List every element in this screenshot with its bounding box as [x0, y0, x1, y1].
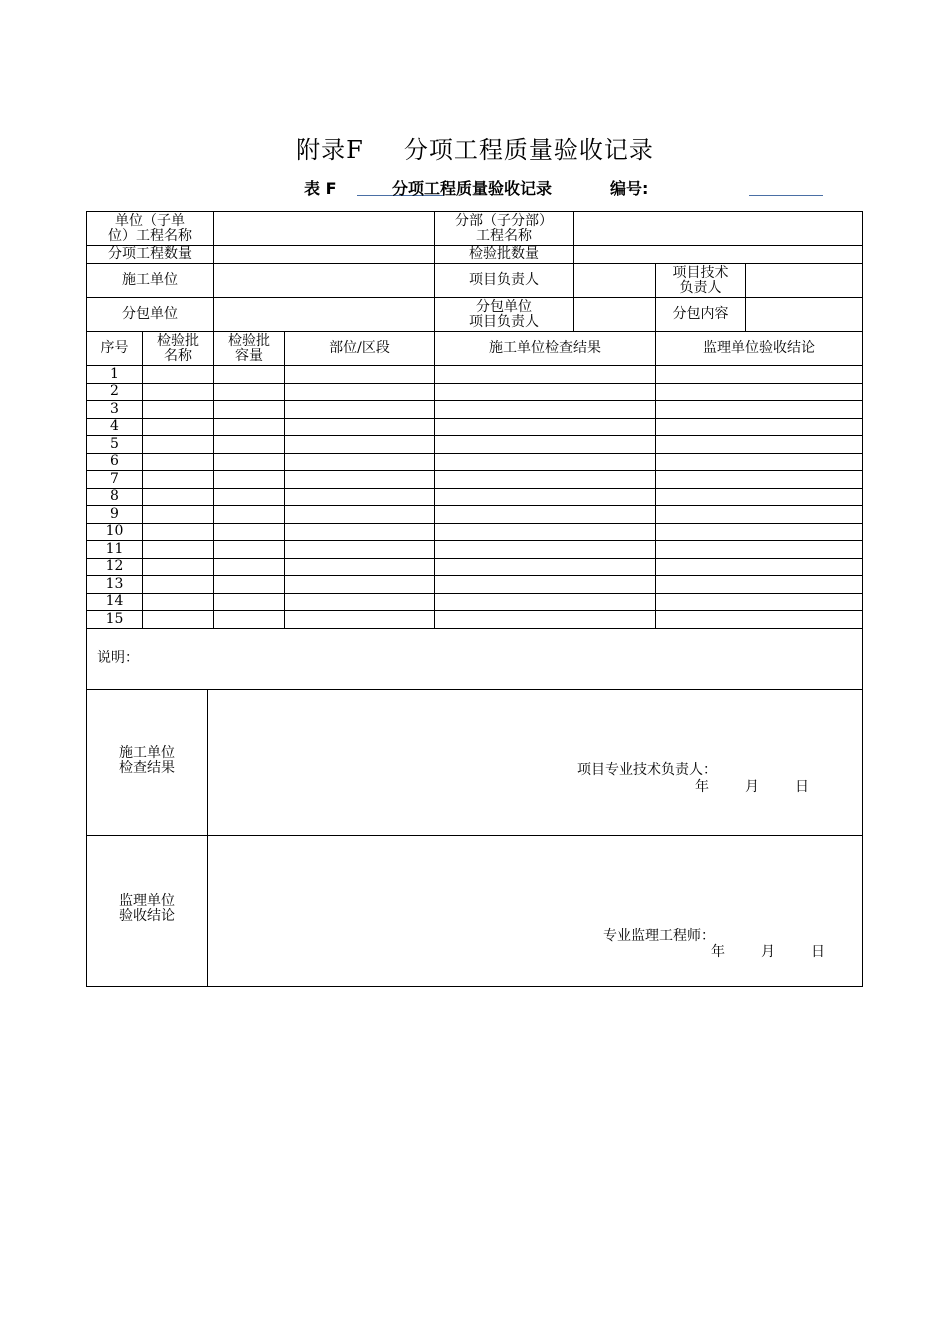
note-cell[interactable] [87, 628, 863, 689]
contractor-section [87, 689, 863, 835]
row-number: 11 [87, 541, 143, 559]
section-divider [207, 690, 208, 835]
label-line: 项目负责人 [469, 313, 539, 330]
label-line: 负责人 [679, 279, 722, 296]
row-number: 1 [87, 366, 143, 384]
form-subtitle [0, 176, 950, 198]
day-label: 日 [795, 778, 809, 795]
supervisor-date[interactable] [711, 945, 825, 960]
contractor-result-cell[interactable] [435, 506, 656, 524]
contractor-field[interactable] [214, 264, 435, 298]
col-supervisor-conclusion: 监理单位验收结论 [656, 332, 863, 366]
project-manager-label: 项目负责人 [435, 264, 574, 298]
label-line: 名称 [164, 347, 192, 364]
location-cell[interactable] [285, 366, 435, 384]
division-name-label [435, 212, 574, 246]
subcontractor-label: 分包单位 [87, 298, 214, 332]
batch-name-cell[interactable] [143, 523, 214, 541]
batch-capacity-cell[interactable] [214, 576, 285, 594]
header-row-3 [87, 264, 863, 298]
batch-name-cell[interactable] [143, 366, 214, 384]
batch-name-cell[interactable] [143, 488, 214, 506]
batch-capacity-cell[interactable] [214, 471, 285, 489]
number-field[interactable] [749, 195, 823, 196]
location-cell[interactable] [285, 488, 435, 506]
subitem-quantity-label: 分项工程数量 [87, 246, 214, 264]
location-cell[interactable] [285, 576, 435, 594]
subcontractor-field[interactable] [214, 298, 435, 332]
batch-capacity-cell[interactable] [214, 418, 285, 436]
tech-manager-label [656, 264, 746, 298]
location-cell[interactable] [285, 401, 435, 419]
column-header-row [87, 332, 863, 366]
supervisor-signer-label: 专业监理工程师： [603, 927, 715, 944]
header-row-2 [87, 246, 863, 264]
header-row-4 [87, 298, 863, 332]
supervisor-conclusion-cell[interactable] [656, 436, 863, 454]
batch-name-cell[interactable] [143, 383, 214, 401]
project-manager-field[interactable] [574, 264, 656, 298]
batch-capacity-cell[interactable] [214, 593, 285, 611]
subitem-quantity-field[interactable] [214, 246, 435, 264]
label-line: 项目技术 [672, 264, 729, 281]
supervisor-conclusion-cell[interactable] [656, 523, 863, 541]
contractor-result-cell[interactable] [435, 471, 656, 489]
batch-name-cell[interactable] [143, 436, 214, 454]
data-rows [87, 366, 863, 629]
supervisor-section-row [87, 835, 863, 986]
batch-name-cell[interactable] [143, 506, 214, 524]
location-cell[interactable] [285, 506, 435, 524]
sub-manager-field[interactable] [574, 298, 656, 332]
row-number: 9 [87, 506, 143, 524]
contractor-result-cell[interactable] [435, 436, 656, 454]
sub-content-label: 分包内容 [656, 298, 746, 332]
supervisor-conclusion-cell[interactable] [656, 506, 863, 524]
location-cell[interactable] [285, 453, 435, 471]
contractor-result-cell[interactable] [435, 401, 656, 419]
col-contractor-result: 施工单位检查结果 [435, 332, 656, 366]
row-number: 15 [87, 611, 143, 629]
batch-capacity-cell[interactable] [214, 541, 285, 559]
supervisor-conclusion-cell[interactable] [656, 593, 863, 611]
location-cell[interactable] [285, 436, 435, 454]
label-line: 检验批 [157, 332, 199, 349]
col-batch-name [143, 332, 214, 366]
label-line: 施工单位 [119, 744, 175, 761]
contractor-label: 施工单位 [87, 264, 214, 298]
contractor-result-cell[interactable] [435, 366, 656, 384]
label-line: 检验批 [228, 332, 270, 349]
note-row [87, 628, 863, 689]
row-number: 3 [87, 401, 143, 419]
contractor-signer-label: 项目专业技术负责人： [577, 761, 717, 778]
supervisor-conclusion-cell[interactable] [656, 383, 863, 401]
batch-name-cell[interactable] [143, 453, 214, 471]
batch-name-cell[interactable] [143, 471, 214, 489]
page-title [0, 130, 950, 165]
batch-capacity-cell[interactable] [214, 401, 285, 419]
batch-capacity-cell[interactable] [214, 453, 285, 471]
contractor-date[interactable] [695, 780, 809, 795]
location-cell[interactable] [285, 418, 435, 436]
contractor-result-cell[interactable] [435, 541, 656, 559]
location-cell[interactable] [285, 611, 435, 629]
location-cell[interactable] [285, 541, 435, 559]
supervisor-conclusion-cell[interactable] [656, 453, 863, 471]
location-cell[interactable] [285, 383, 435, 401]
unit-project-name-field[interactable] [214, 212, 435, 246]
label-line: 验收结论 [119, 907, 175, 924]
supervisor-conclusion-cell[interactable] [656, 558, 863, 576]
label-line: 容量 [235, 347, 263, 364]
batch-capacity-cell[interactable] [214, 506, 285, 524]
table-row [87, 418, 863, 436]
month-label: 月 [745, 778, 759, 795]
row-number: 13 [87, 576, 143, 594]
batch-name-cell[interactable] [143, 418, 214, 436]
contractor-section-row [87, 689, 863, 835]
section-divider [207, 836, 208, 986]
batch-capacity-cell[interactable] [214, 383, 285, 401]
batch-capacity-cell[interactable] [214, 558, 285, 576]
batch-name-cell[interactable] [143, 541, 214, 559]
batch-capacity-cell[interactable] [214, 488, 285, 506]
batch-name-cell[interactable] [143, 611, 214, 629]
batch-capacity-cell[interactable] [214, 611, 285, 629]
sub-manager-label [435, 298, 574, 332]
table-row [87, 576, 863, 594]
supervisor-conclusion-cell[interactable] [656, 611, 863, 629]
contractor-result-cell[interactable] [435, 576, 656, 594]
row-number: 7 [87, 471, 143, 489]
acceptance-record-table [86, 211, 863, 987]
contractor-result-cell[interactable] [435, 418, 656, 436]
form-name-label: 分项工程质量验收记录 [392, 179, 553, 198]
location-cell[interactable] [285, 523, 435, 541]
table-row [87, 383, 863, 401]
batch-capacity-cell[interactable] [214, 366, 285, 384]
record-title: 分项工程质量验收记录 [403, 136, 654, 164]
contractor-result-cell[interactable] [435, 523, 656, 541]
batch-capacity-cell[interactable] [214, 523, 285, 541]
header-row-1 [87, 212, 863, 246]
supervisor-section [87, 835, 863, 986]
contractor-result-cell[interactable] [435, 593, 656, 611]
contractor-result-cell[interactable] [435, 488, 656, 506]
label-line: 监理单位 [119, 892, 175, 909]
location-cell[interactable] [285, 593, 435, 611]
unit-project-name-label [87, 212, 214, 246]
col-location: 部位/区段 [285, 332, 435, 366]
supervisor-conclusion-cell[interactable] [656, 471, 863, 489]
row-number: 2 [87, 383, 143, 401]
row-number: 5 [87, 436, 143, 454]
contractor-result-cell[interactable] [435, 383, 656, 401]
table-row [87, 401, 863, 419]
division-name-field[interactable] [574, 212, 863, 246]
location-cell[interactable] [285, 558, 435, 576]
table-row [87, 488, 863, 506]
number-label: 编号: [610, 179, 649, 198]
supervisor-conclusion-cell[interactable] [656, 541, 863, 559]
table-row [87, 366, 863, 384]
batch-name-cell[interactable] [143, 401, 214, 419]
label-line: 工程名称 [476, 227, 532, 244]
table-row [87, 471, 863, 489]
col-seq: 序号 [87, 332, 143, 366]
batch-quantity-label: 检验批数量 [435, 246, 574, 264]
row-number: 12 [87, 558, 143, 576]
table-row [87, 611, 863, 629]
tech-manager-field[interactable] [746, 264, 863, 298]
row-number: 8 [87, 488, 143, 506]
contractor-result-cell[interactable] [435, 453, 656, 471]
table-row [87, 558, 863, 576]
supervisor-conclusion-cell[interactable] [656, 366, 863, 384]
batch-name-cell[interactable] [143, 593, 214, 611]
row-number: 6 [87, 453, 143, 471]
contractor-result-cell[interactable] [435, 611, 656, 629]
table-number-label: 表 F [304, 179, 337, 198]
year-label: 年 [695, 778, 709, 795]
day-label: 日 [811, 943, 825, 960]
supervisor-conclusion-cell[interactable] [656, 488, 863, 506]
note-label: 说明： [97, 650, 139, 666]
supervisor-conclusion-cell[interactable] [656, 418, 863, 436]
label-line: 分包单位 [476, 298, 532, 315]
month-label: 月 [761, 943, 775, 960]
location-cell[interactable] [285, 471, 435, 489]
label-line: 检查结果 [119, 759, 175, 776]
table-row [87, 453, 863, 471]
batch-quantity-field[interactable] [574, 246, 863, 264]
table-row [87, 541, 863, 559]
batch-capacity-cell[interactable] [214, 436, 285, 454]
table-row [87, 506, 863, 524]
supervisor-conclusion-cell[interactable] [656, 401, 863, 419]
col-batch-capacity [214, 332, 285, 366]
appendix-label: 附录F [296, 136, 364, 164]
supervisor-conclusion-cell[interactable] [656, 576, 863, 594]
sub-content-field[interactable] [746, 298, 863, 332]
contractor-section-label [87, 746, 207, 776]
table-row [87, 436, 863, 454]
row-number: 10 [87, 523, 143, 541]
row-number: 14 [87, 593, 143, 611]
label-line: 位）工程名称 [108, 227, 192, 244]
table-row [87, 523, 863, 541]
batch-name-cell[interactable] [143, 576, 214, 594]
supervisor-section-label [87, 894, 207, 924]
batch-name-cell[interactable] [143, 558, 214, 576]
year-label: 年 [711, 943, 725, 960]
label-line: 单位（子单 [115, 212, 185, 229]
label-line: 分部（子分部） [455, 212, 553, 229]
row-number: 4 [87, 418, 143, 436]
contractor-result-cell[interactable] [435, 558, 656, 576]
table-row [87, 593, 863, 611]
